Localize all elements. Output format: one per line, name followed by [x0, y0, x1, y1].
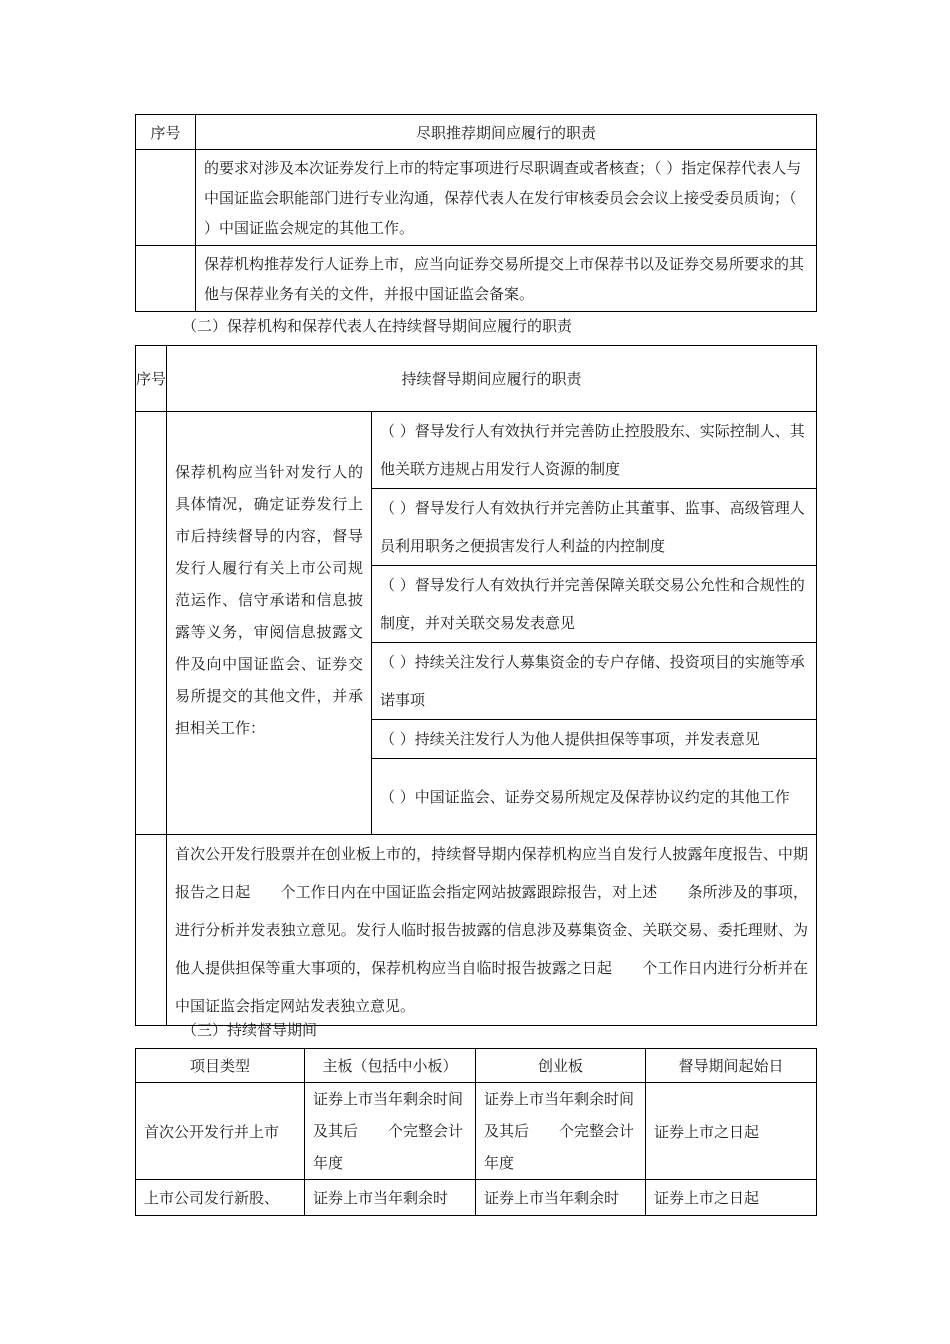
gem-board-cell: 证券上市当年剩余时间及其后 个完整会计年度 — [476, 1083, 646, 1180]
start-date-cell: 证券上市之日起 — [646, 1083, 817, 1180]
header-duty: 尽职推荐期间应履行的职责 — [196, 115, 817, 150]
header-project-type: 项目类型 — [136, 1049, 305, 1083]
header-serial-no: 序号 — [136, 346, 167, 412]
project-type-cell: 上市公司发行新股、 — [136, 1180, 305, 1216]
table-recommendation-duties — [135, 114, 817, 312]
supervision-item: （ ）持续关注发行人募集资金的专户存储、投资项目的实施等承诺事项 — [372, 643, 817, 720]
header-start-date: 督导期间起始日 — [646, 1049, 817, 1083]
header-gem-board: 创业板 — [476, 1049, 646, 1083]
serial-cell — [136, 412, 167, 835]
header-serial-no: 序号 — [136, 115, 196, 150]
start-date-cell: 证券上市之日起 — [646, 1180, 817, 1216]
supervision-item: （ ）督导发行人有效执行并完善保障关联交易公允性和合规性的制度，并对关联交易发表意见 — [372, 566, 817, 643]
serial-cell — [136, 150, 196, 246]
section-3-title: （三）持续督导期间 — [182, 1021, 318, 1039]
table-supervision-period — [135, 1048, 817, 1216]
duty-text: 保荐机构推荐发行人证券上市，应当向证券交易所提交上市保荐书以及证券交易所要求的其他与保荐业务有关的文件，并报中国证监会备案。 — [196, 246, 817, 312]
tracking-report-text: 首次公开发行股票并在创业板上市的，持续督导期内保荐机构应当自发行人披露年度报告、中期报告之日起 个工作日内在中国证监会指定网站披露跟踪报告，对上述 条所涉及的事项，进行分析并发表独立意见。发行人临时报告披露的信息涉及募集资金、关联交易、委托理财、为他人提供担保等重大事项的，保荐机构应当自临时报告披露之日起 个工作日内进行分析并在中国证监会指定网站发表独立意见。 — [167, 835, 817, 1026]
header-main-board: 主板（包括中小板） — [305, 1049, 476, 1083]
main-board-cell: 证券上市当年剩余时间及其后 个完整会计年度 — [305, 1083, 476, 1180]
main-board-cell: 证券上市当年剩余时 — [305, 1180, 476, 1216]
duty-text: 的要求对涉及本次证券发行上市的特定事项进行尽职调查或者核查；（ ）指定保荐代表人与中国证监会职能部门进行专业沟通，保荐代表人在发行审核委员会会议上接受委员质询；（ ）中国证监会规定的其他工作。 — [196, 150, 817, 246]
supervision-item: （ ）督导发行人有效执行并完善防止其董事、监事、高级管理人员利用职务之便损害发行人利益的内控制度 — [372, 489, 817, 566]
supervision-item: （ ）督导发行人有效执行并完善防止控股股东、实际控制人、其他关联方违规占用发行人资源的制度 — [372, 412, 817, 489]
supervision-scope-text: 保荐机构应当针对发行人的具体情况，确定证券发行上市后持续督导的内容，督导发行人履行有关上市公司规范运作、信守承诺和信息披露等义务，审阅信息披露文件及向中国证监会、证券交易所提交的其他文件，并承担相关工作： — [167, 412, 372, 835]
serial-cell — [136, 835, 167, 1026]
serial-cell — [136, 246, 196, 312]
section-2-title: （二）保荐机构和保荐代表人在持续督导期间应履行的职责 — [182, 317, 573, 335]
header-duty: 持续督导期间应履行的职责 — [167, 346, 817, 412]
table-continuous-supervision-duties — [135, 345, 817, 1026]
supervision-item: （ ）持续关注发行人为他人提供担保等事项，并发表意见 — [372, 720, 817, 759]
supervision-item: （ ）中国证监会、证券交易所规定及保荐协议约定的其他工作 — [372, 759, 817, 835]
project-type-cell: 首次公开发行并上市 — [136, 1083, 305, 1180]
gem-board-cell: 证券上市当年剩余时 — [476, 1180, 646, 1216]
